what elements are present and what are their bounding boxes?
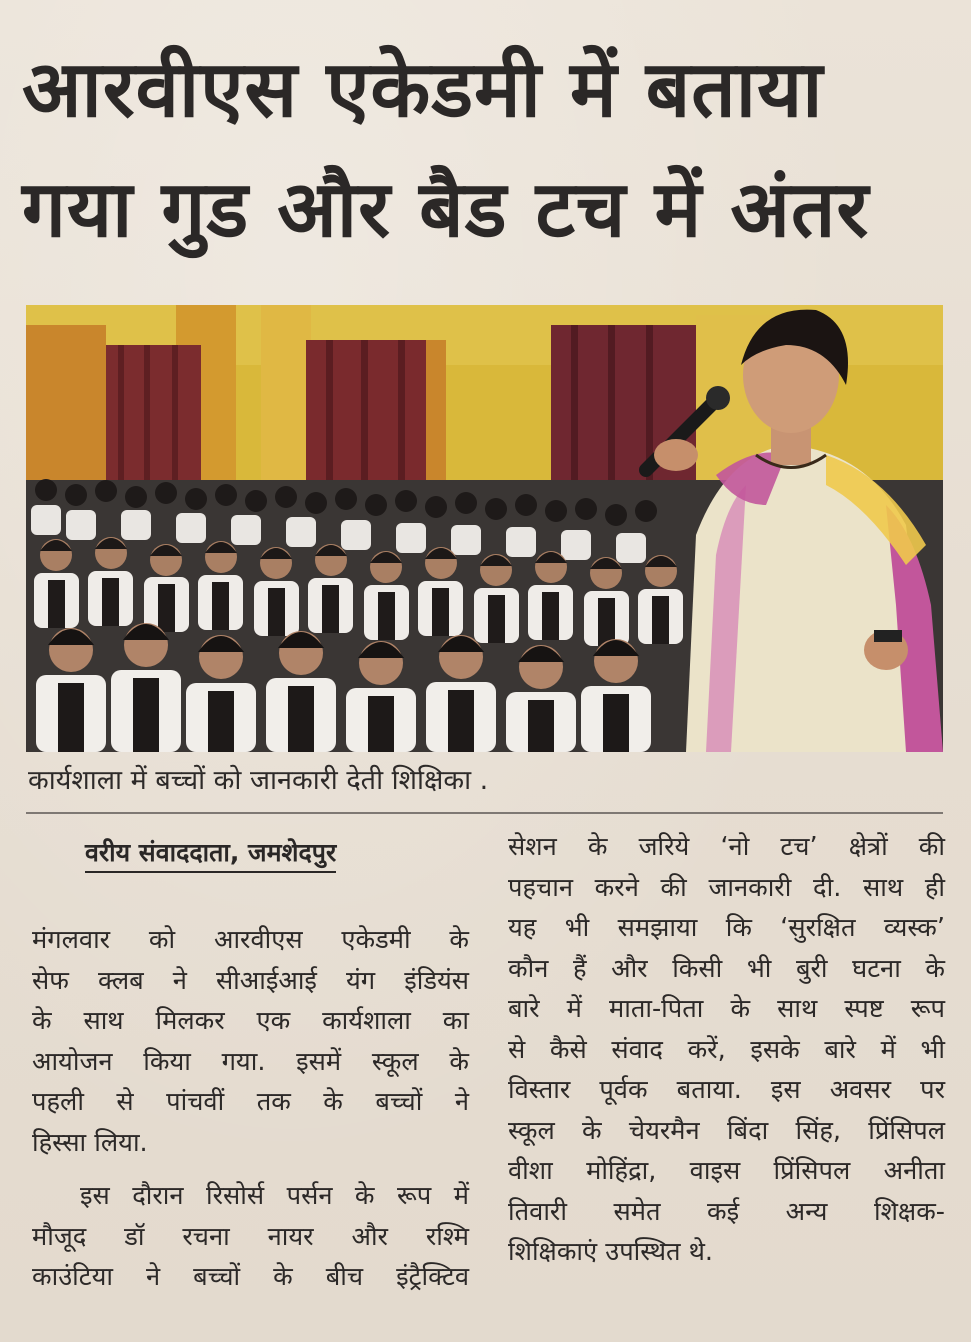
text-line: वीशा मोहिंद्रा, वाइस प्रिंसिपल अनीता bbox=[508, 1156, 945, 1186]
text-line: से कैसे संवाद करें, इसके बारे में भी bbox=[508, 1034, 945, 1065]
text-line: स्कूल के चेयरमैन बिंदा सिंह, प्रिंसिपल bbox=[508, 1115, 945, 1146]
text-line: हिस्सा लिया. bbox=[32, 1127, 148, 1158]
text-line: यह भी समझाया कि ‘सुरक्षित व्यस्क’ bbox=[508, 913, 945, 943]
text-line: सेफ क्लब ने सीआईआई यंग इंडियंस bbox=[32, 965, 469, 996]
article-column-right bbox=[508, 827, 945, 1273]
headline-line-2: गया गुड और बैड टच में अंतर bbox=[22, 165, 870, 255]
photo-caption: कार्यशाला में बच्चों को जानकारी देती शिक्षिका . bbox=[28, 765, 489, 796]
headline bbox=[22, 30, 952, 270]
text-line: शिक्षिकाएं उपस्थित थे. bbox=[508, 1237, 714, 1267]
text-line: सेशन के जरिये ‘नो टच’ क्षेत्रों की bbox=[508, 832, 945, 862]
news-photo bbox=[26, 305, 943, 752]
text-line: मौजूद डॉ रचना नायर और रश्मि bbox=[32, 1221, 469, 1252]
paragraph-2 bbox=[32, 1176, 469, 1298]
text-line: इस दौरान रिसोर्स पर्सन के रूप में bbox=[80, 1181, 469, 1211]
paragraph-2-continued bbox=[508, 827, 945, 1273]
text-line: तिवारी समेत कई अन्य शिक्षक- bbox=[508, 1196, 945, 1227]
paragraph-1 bbox=[32, 920, 469, 1163]
text-line: विस्तार पूर्वक बताया. इस अवसर पर bbox=[508, 1075, 945, 1105]
article-column-left bbox=[32, 920, 469, 1298]
workshop-photo-illustration bbox=[26, 305, 943, 752]
text-line: बारे में माता-पिता के साथ स्पष्ट रूप bbox=[508, 994, 945, 1024]
text-line: मंगलवार को आरवीएस एकेडमी के bbox=[32, 925, 469, 955]
text-line: के साथ मिलकर एक कार्यशाला का bbox=[32, 1006, 469, 1036]
text-line: काउंटिया ने बच्चों के बीच इंट्रैक्टिव bbox=[32, 1262, 469, 1292]
text-line: कौन हैं और किसी भी बुरी घटना के bbox=[508, 953, 945, 984]
byline: वरीय संवाददाता, जमशेदपुर bbox=[85, 835, 336, 873]
text-line: आयोजन किया गया. इसमें स्कूल के bbox=[32, 1046, 469, 1077]
text-line: पहली से पांचवीं तक के बच्चों ने bbox=[32, 1087, 469, 1117]
text-line: पहचान करने की जानकारी दी. साथ ही bbox=[508, 872, 945, 903]
caption-divider bbox=[26, 812, 943, 814]
headline-line-1: आरवीएस एकेडमी में बताया bbox=[22, 45, 824, 135]
